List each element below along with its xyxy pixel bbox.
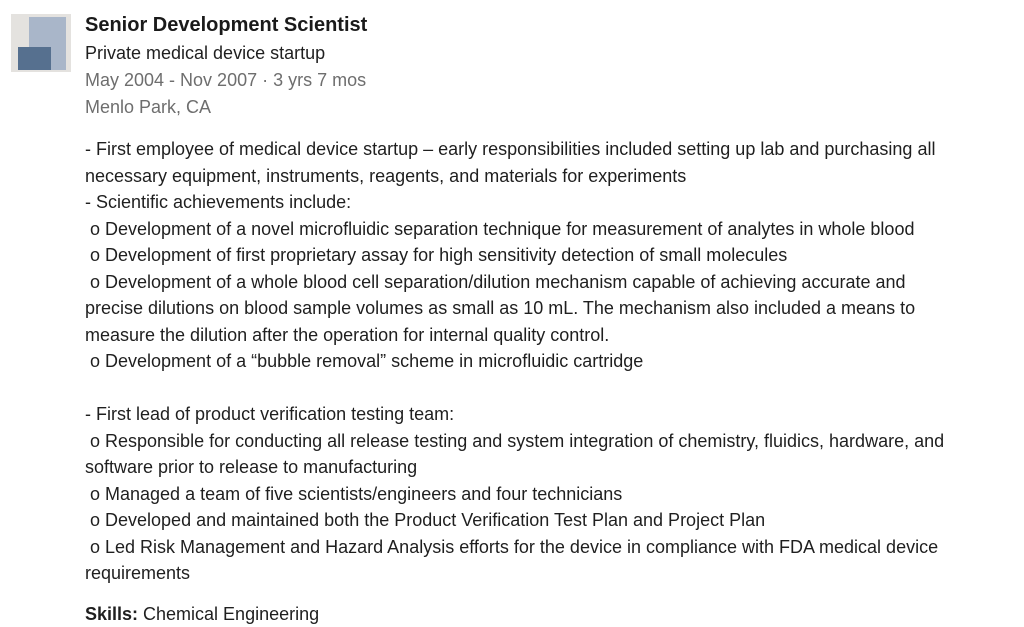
description-line: - First lead of product verification testing team: xyxy=(85,404,455,424)
job-description xyxy=(85,136,1015,587)
description-line xyxy=(85,375,1015,402)
description-line: o Development of a novel microfluidic separation technique for measurement of analytes in whole blood xyxy=(85,218,915,239)
company-logo[interactable] xyxy=(11,14,71,72)
description-line: o Development of a whole blood cell separation/dilution mechanism capable of achieving accurate and xyxy=(85,271,906,292)
skills-label: Skills: xyxy=(85,604,144,624)
description-line: - First employee of medical device startup – early responsibilities included setting up lab and purchasing all xyxy=(85,139,936,159)
description-line: necessary equipment, instruments, reagents, and materials for experiments xyxy=(85,165,687,186)
job-location: Menlo Park, CA xyxy=(85,97,212,117)
description-line: measure the dilution after the operation for internal quality control. xyxy=(85,324,610,345)
description-line: requirements xyxy=(85,563,191,583)
description-line: o Led Risk Management and Hazard Analysis efforts for the device in compliance with FDA medical device xyxy=(85,536,939,557)
experience-header xyxy=(85,10,1014,121)
skills-row xyxy=(85,601,319,627)
description-line: - Scientific achievements include: xyxy=(85,192,352,212)
description-line: o Developed and maintained both the Product Verification Test Plan and Project Plan xyxy=(85,510,766,530)
description-line: o Development of first proprietary assay for high sensitivity detection of small molecules xyxy=(85,245,788,265)
company-name: Private medical device startup xyxy=(85,43,326,63)
description-line: software prior to release to manufacturing xyxy=(85,457,418,477)
job-title: Senior Development Scientist xyxy=(85,14,368,36)
description-line: o Managed a team of five scientists/engineers and four technicians xyxy=(85,483,623,504)
description-line: precise dilutions on blood sample volumes as small as 10 mL. The mechanism also included a means to xyxy=(85,298,916,318)
employment-dates: May 2004 - Nov 2007 · 3 yrs 7 mos xyxy=(85,70,367,90)
description-line: o Responsible for conducting all release testing and system integration of chemistry, fluidics, hardware, and xyxy=(85,430,945,451)
description-line: o Development of a “bubble removal” scheme in microfluidic cartridge xyxy=(85,351,644,371)
skills-value: Chemical Engineering xyxy=(143,604,320,624)
logo-shape-dark xyxy=(18,47,51,70)
